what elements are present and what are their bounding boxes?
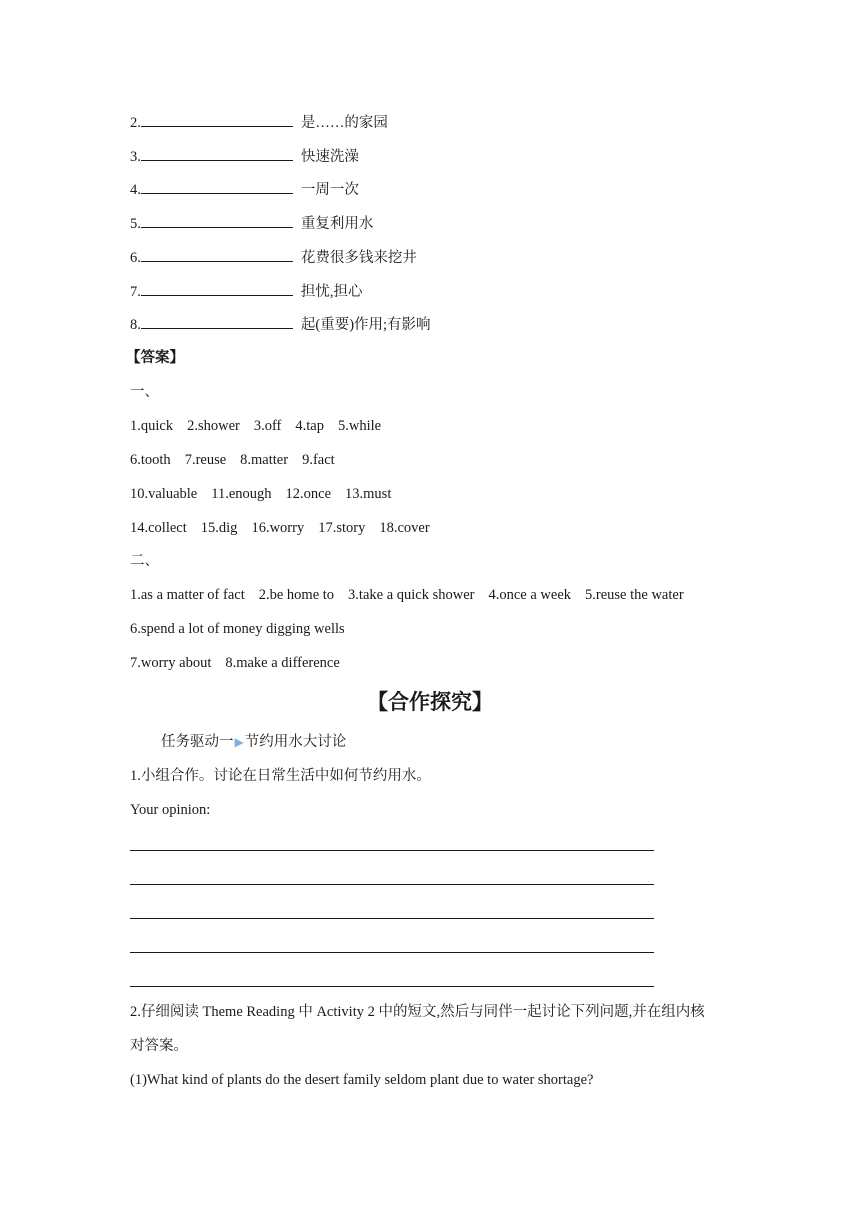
part1-label: 一、 <box>130 384 159 400</box>
arrow-icon: ▶ <box>234 735 244 749</box>
phrase-item: 7. 担忧,担心 <box>130 281 363 302</box>
answer-blank[interactable] <box>141 314 293 329</box>
answer-line: 14.collect 15.dig 16.worry 17.story 18.cover <box>130 520 430 536</box>
phrase-item: 3. 快速洗澡 <box>130 146 359 167</box>
phrase-item: 4. 一周一次 <box>130 179 359 200</box>
answer-writing-line[interactable] <box>130 918 654 919</box>
phrase-item: 6. 花费很多钱来挖井 <box>130 247 417 268</box>
answer-blank[interactable] <box>141 281 293 296</box>
answer-blank[interactable] <box>141 146 293 161</box>
answer-blank[interactable] <box>141 179 293 194</box>
answer-line: 1.quick 2.shower 3.off 4.tap 5.while <box>130 418 382 434</box>
answer-writing-line[interactable] <box>130 952 654 953</box>
answer-blank[interactable] <box>141 247 293 262</box>
question-2: 2.仔细阅读 Theme Reading 中 Activity 2 中的短文,然后与同伴一起讨论下列问题,并在组内核 <box>130 1004 705 1020</box>
phrase-item: 2. 是……的家园 <box>130 112 388 133</box>
answer-line: 1.as a matter of fact 2.be home to 3.take a quick shower 4.once a week 5.reuse the water <box>130 587 684 603</box>
answer-line: 7.worry about 8.make a difference <box>130 655 340 671</box>
phrase-item: 5. 重复利用水 <box>130 213 373 234</box>
answer-writing-line[interactable] <box>130 884 654 885</box>
answer-heading: 【答案】 <box>126 350 184 366</box>
answer-blank[interactable] <box>141 112 293 127</box>
answer-writing-line[interactable] <box>130 850 654 851</box>
phrase-item: 8. 起(重要)作用;有影响 <box>130 314 431 335</box>
answer-line: 6.spend a lot of money digging wells <box>130 621 345 637</box>
question-2-cont: 对答案。 <box>130 1038 188 1054</box>
part2-label: 二、 <box>130 553 159 569</box>
answer-line: 10.valuable 11.enough 12.once 13.must <box>130 486 392 502</box>
question-1: 1.小组合作。讨论在日常生活中如何节约用水。 <box>130 768 431 784</box>
task-heading: 任务驱动一▶节约用水大讨论 <box>161 734 347 750</box>
answer-blank[interactable] <box>141 213 293 228</box>
question-2-sub-1: (1)What kind of plants do the desert family seldom plant due to water shortage? <box>130 1072 594 1088</box>
section-title: 【合作探究】 <box>367 690 493 714</box>
opinion-label: Your opinion: <box>130 802 211 818</box>
answer-line: 6.tooth 7.reuse 8.matter 9.fact <box>130 452 335 468</box>
answer-writing-line[interactable] <box>130 986 654 987</box>
